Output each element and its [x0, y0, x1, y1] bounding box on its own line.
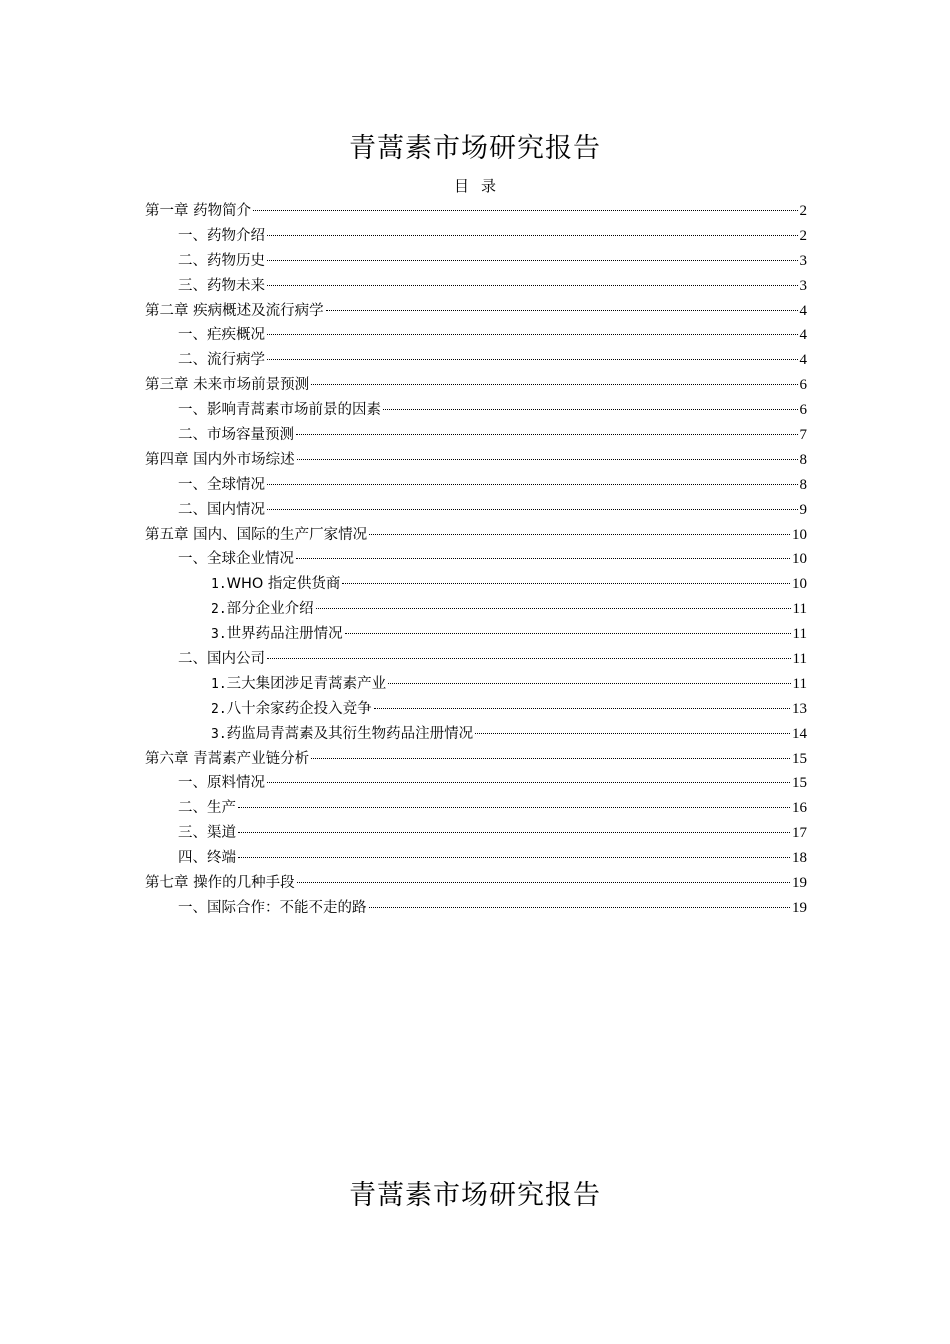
toc-dot-leader	[374, 708, 790, 709]
toc-entry-page-number: 18	[792, 850, 807, 867]
toc-entry-label	[145, 373, 309, 398]
toc-entry-text: 一、影响青蒿素市场前景的因素	[178, 402, 381, 419]
next-page-title: 青蒿素市场研究报告	[349, 1180, 601, 1211]
toc-entry[interactable]	[145, 473, 807, 498]
toc-dot-leader	[267, 235, 798, 236]
toc-entry[interactable]	[145, 821, 807, 846]
table-of-contents	[145, 199, 807, 921]
toc-entry[interactable]	[145, 771, 807, 796]
toc-entry[interactable]	[145, 224, 807, 249]
toc-dot-leader	[267, 782, 790, 783]
toc-entry-label	[178, 323, 265, 348]
toc-dot-leader	[267, 359, 798, 360]
toc-entry-text: 第一章 药物简介	[145, 203, 252, 219]
toc-entry[interactable]	[145, 697, 807, 722]
toc-entry[interactable]	[145, 448, 807, 473]
toc-entry[interactable]	[145, 647, 807, 672]
toc-entry-page-number: 9	[799, 501, 807, 518]
toc-entry-label	[178, 498, 265, 523]
toc-entry-text: 第三章 未来市场前景预测	[145, 377, 310, 394]
toc-entry-page-number: 19	[792, 875, 807, 892]
toc-entry-text: 二、流行病学	[178, 352, 265, 369]
toc-entry-number: 1.	[211, 676, 227, 692]
toc-entry-label	[178, 398, 381, 423]
toc-entry-text: 一、全球企业情况	[178, 551, 294, 568]
toc-entry-text: 一、药物介绍	[178, 227, 265, 244]
toc-entry-label	[178, 771, 265, 796]
toc-entry-text: 第五章 国内、国际的生产厂家情况	[145, 526, 368, 543]
toc-entry-label	[211, 622, 343, 648]
toc-dot-leader	[267, 509, 798, 510]
toc-dot-leader	[342, 583, 790, 584]
toc-entry[interactable]	[145, 498, 807, 523]
toc-entry[interactable]	[145, 423, 807, 448]
toc-entry-page-number: 8	[799, 476, 807, 493]
toc-entry-text: 部分企业介绍	[226, 601, 314, 618]
toc-entry[interactable]	[145, 274, 807, 299]
toc-dot-leader	[296, 434, 798, 435]
toc-entry-label	[178, 473, 265, 498]
toc-entry-page-number: 15	[792, 750, 807, 767]
toc-entry-label	[145, 523, 367, 548]
toc-entry-label	[211, 597, 314, 623]
toc-entry[interactable]	[145, 747, 807, 772]
toc-entry-page-number: 4	[799, 327, 807, 344]
toc-dot-leader	[316, 608, 791, 609]
page-title: 青蒿素市场研究报告	[349, 133, 601, 164]
toc-dot-leader	[311, 758, 790, 759]
toc-entry-page-number: 11	[792, 675, 807, 692]
toc-entry-text: 第六章 青蒿素产业链分析	[145, 750, 310, 767]
toc-entry[interactable]	[145, 896, 807, 921]
toc-entry-page-number: 4	[799, 302, 807, 319]
toc-dot-leader	[296, 558, 790, 559]
toc-entry-page-number: 15	[792, 775, 807, 792]
toc-dot-leader	[326, 310, 798, 311]
toc-entry[interactable]	[145, 597, 807, 622]
toc-entry-text: 三大集团涉足青蒿素产业	[226, 675, 387, 692]
toc-entry-label	[178, 249, 265, 274]
toc-entry-page-number: 17	[792, 825, 807, 842]
toc-dot-leader	[297, 459, 798, 460]
toc-entry-label	[145, 199, 251, 224]
toc-dot-leader	[267, 658, 791, 659]
toc-entry-number: 1.	[211, 577, 227, 593]
toc-entry[interactable]	[145, 323, 807, 348]
toc-entry-label	[178, 896, 367, 921]
toc-entry-text: 二、市场容量预测	[178, 427, 294, 444]
toc-dot-leader	[267, 334, 798, 335]
toc-dot-leader	[238, 807, 790, 808]
toc-entry[interactable]	[145, 398, 807, 423]
toc-entry-label	[211, 572, 340, 598]
toc-entry[interactable]	[145, 249, 807, 274]
toc-entry-page-number: 6	[799, 402, 807, 419]
toc-entry-page-number: 6	[799, 377, 807, 394]
toc-entry-label	[178, 821, 236, 846]
toc-entry-label	[211, 722, 473, 748]
toc-entry[interactable]	[145, 871, 807, 896]
toc-entry[interactable]	[145, 846, 807, 871]
toc-entry-text: 第二章 疾病概述及流行病学	[145, 302, 324, 319]
toc-entry-page-number: 11	[792, 601, 807, 618]
toc-entry-text: 药监局青蒿素及其衍生物药品注册情况	[226, 725, 474, 742]
toc-entry-text: 一、全球情况	[178, 476, 265, 493]
toc-entry-text: 二、药物历史	[178, 252, 265, 269]
toc-entry[interactable]	[145, 199, 807, 224]
toc-entry-label	[145, 747, 309, 772]
toc-entry-label	[178, 348, 265, 373]
toc-entry-label	[145, 871, 295, 896]
toc-dot-leader	[238, 832, 790, 833]
toc-entry[interactable]	[145, 572, 807, 597]
toc-entry[interactable]	[145, 622, 807, 647]
toc-entry-text: 三、渠道	[178, 825, 236, 842]
toc-entry-text: 一、疟疾概况	[178, 327, 265, 344]
toc-entry[interactable]	[145, 348, 807, 373]
toc-entry[interactable]	[145, 373, 807, 398]
toc-entry-text: 第七章 操作的几种手段	[145, 875, 295, 892]
toc-entry-text: 一、国际合作：不能不走的路	[178, 899, 367, 916]
toc-dot-leader	[475, 733, 790, 734]
toc-entry-page-number: 8	[799, 451, 807, 468]
toc-heading: 目录	[453, 177, 508, 195]
toc-entry-number: 2.	[211, 701, 227, 717]
toc-entry-label	[145, 448, 295, 473]
toc-entry-label	[145, 299, 324, 324]
toc-entry-page-number: 2	[799, 227, 807, 244]
toc-entry-page-number: 3	[799, 277, 807, 294]
toc-entry-page-number: 11	[792, 651, 807, 668]
toc-entry-page-number: 3	[799, 252, 807, 269]
toc-entry-text: 世界药品注册情况	[226, 626, 343, 643]
toc-entry[interactable]	[145, 547, 807, 572]
toc-entry-page-number: 10	[792, 551, 807, 568]
toc-entry-text: 四、终端	[178, 850, 236, 867]
toc-dot-leader	[311, 384, 797, 385]
toc-entry-text: WHO 指定供货商	[226, 576, 341, 593]
toc-entry-text: 一、原料情况	[178, 775, 265, 792]
toc-dot-leader	[369, 907, 791, 908]
toc-entry-text: 第四章 国内外市场综述	[145, 451, 295, 468]
toc-entry[interactable]	[145, 722, 807, 747]
toc-entry-label	[211, 672, 386, 698]
toc-entry-page-number: 14	[792, 725, 807, 742]
toc-entry-label	[178, 224, 265, 249]
toc-dot-leader	[369, 534, 790, 535]
toc-entry-label	[178, 274, 265, 299]
toc-entry-page-number: 10	[792, 576, 807, 593]
toc-entry-number: 3.	[211, 627, 227, 643]
toc-entry-number: 3.	[211, 726, 227, 742]
toc-entry-page-number: 19	[792, 899, 807, 916]
toc-dot-leader	[267, 260, 798, 261]
toc-entry[interactable]	[145, 672, 807, 697]
toc-entry-page-number: 13	[792, 700, 807, 717]
toc-entry-page-number: 10	[792, 526, 807, 543]
toc-entry-page-number: 16	[792, 800, 807, 817]
toc-entry-text: 八十余家药企投入竞争	[226, 700, 372, 717]
toc-entry-label	[178, 547, 294, 572]
toc-dot-leader	[253, 210, 797, 211]
toc-dot-leader	[345, 633, 791, 634]
toc-dot-leader	[267, 484, 798, 485]
toc-dot-leader	[238, 857, 790, 858]
toc-entry-label	[178, 796, 236, 821]
toc-entry-page-number: 11	[792, 626, 807, 643]
toc-entry-text: 二、国内公司	[178, 651, 265, 668]
toc-dot-leader	[388, 683, 790, 684]
toc-entry-text: 二、国内情况	[178, 501, 265, 518]
toc-entry-page-number: 7	[799, 427, 807, 444]
toc-entry-text: 三、药物未来	[178, 277, 265, 294]
toc-dot-leader	[383, 409, 798, 410]
toc-dot-leader	[267, 285, 798, 286]
toc-entry-text: 二、生产	[178, 800, 236, 817]
toc-entry[interactable]	[145, 299, 807, 324]
toc-entry[interactable]	[145, 523, 807, 548]
toc-entry-label	[178, 647, 265, 672]
toc-entry-page-number: 2	[799, 203, 807, 219]
toc-entry-label	[211, 697, 372, 723]
toc-entry-label	[178, 846, 236, 871]
toc-entry-page-number: 4	[799, 352, 807, 369]
toc-dot-leader	[297, 882, 790, 883]
toc-entry[interactable]	[145, 796, 807, 821]
toc-entry-number: 2.	[211, 602, 227, 618]
toc-entry-label	[178, 423, 294, 448]
